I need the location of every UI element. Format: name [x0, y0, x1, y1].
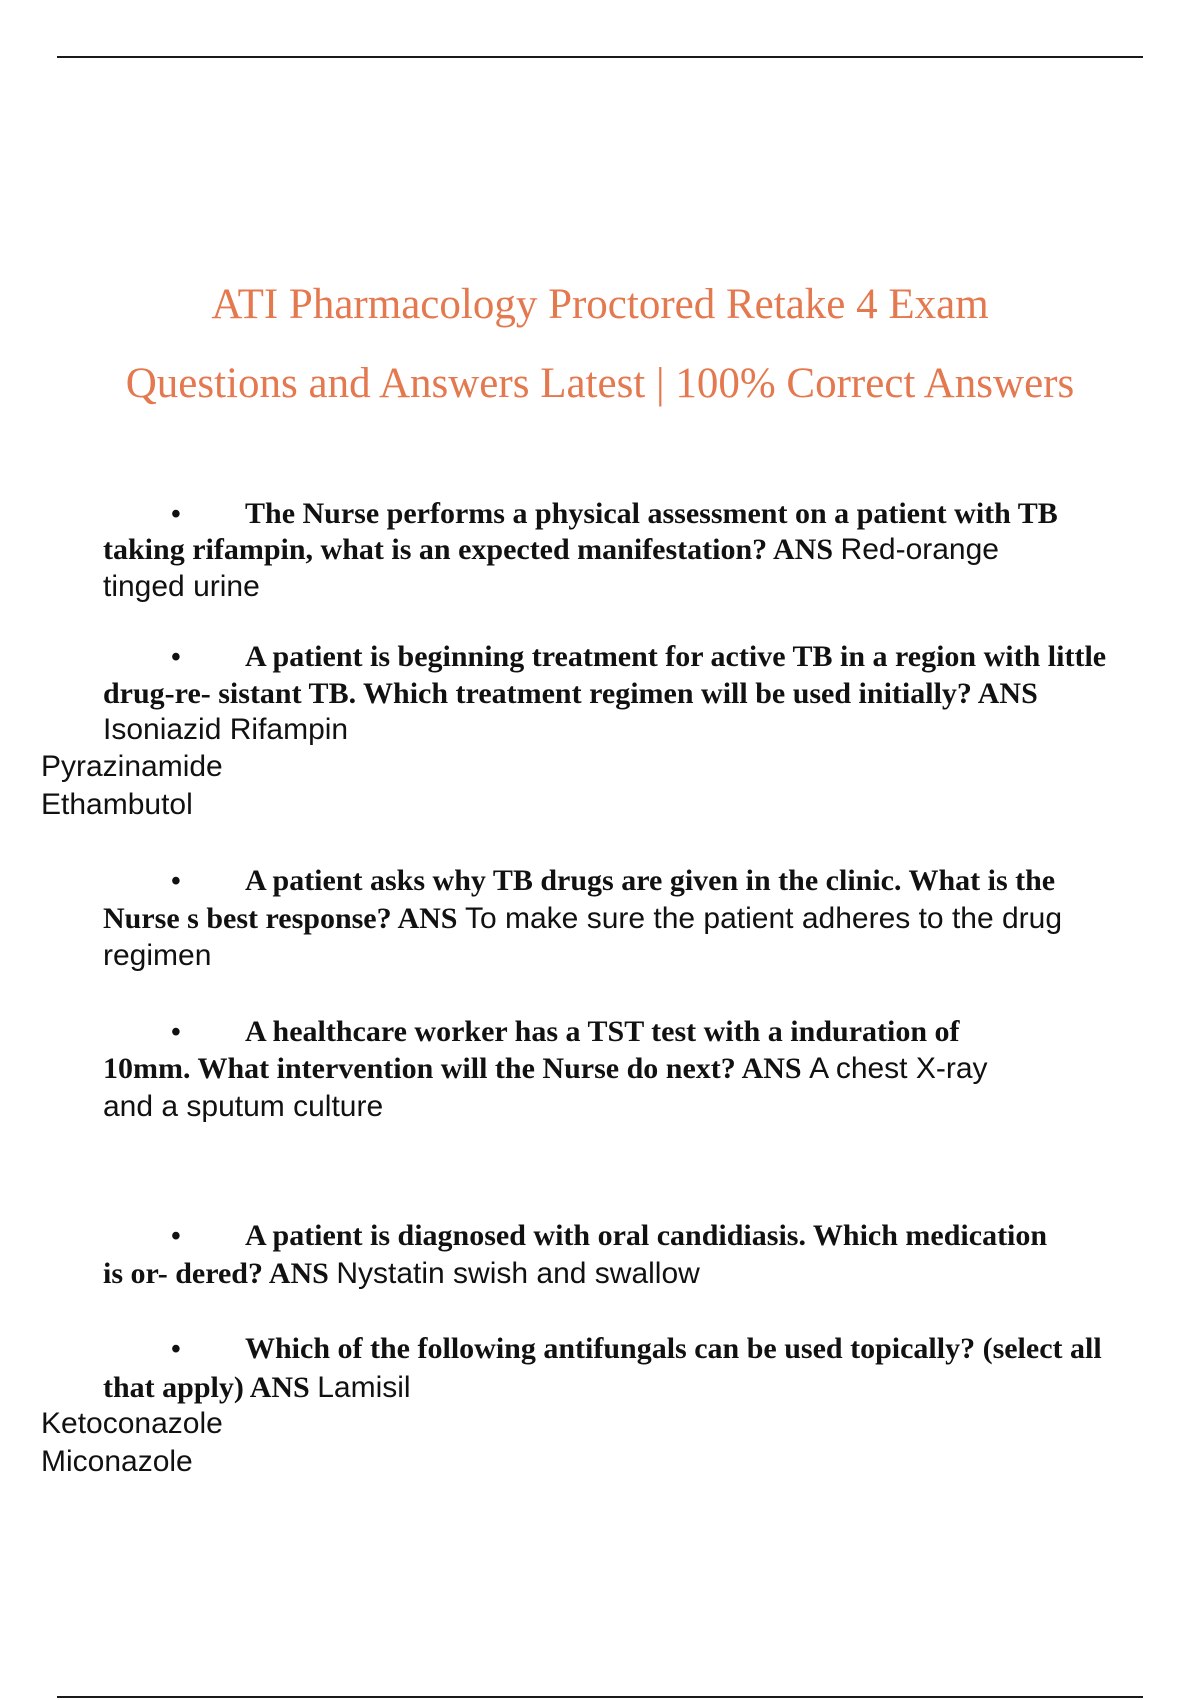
answer-text: Miconazole [41, 1445, 193, 1478]
question-answer-line [103, 1054, 988, 1084]
answer-text: A chest X-ray [809, 1052, 988, 1085]
answer-text: Lamisil [317, 1371, 411, 1404]
question-line: A patient is beginning treatment for active TB in a region with little [245, 640, 1107, 673]
answer-text: Nystatin swish and swallow [336, 1257, 700, 1290]
bullet-icon: • [171, 1334, 181, 1365]
question-line: Nurse s best response? ANS [103, 902, 458, 935]
bullet-icon: • [171, 499, 181, 530]
question-line: drug-re- sistant TB. Which treatment regimen will be used initially? ANS [103, 677, 1038, 710]
bottom-rule [57, 1696, 1143, 1698]
question-line: Which of the following antifungals can be used topically? (select all [245, 1332, 1102, 1365]
question-answer-line [103, 904, 1062, 934]
answer-text: Ethambutol [41, 788, 193, 821]
answer-text: Isoniazid Rifampin [103, 713, 349, 746]
bullet-icon: • [171, 1221, 181, 1252]
question-line: that apply) ANS [103, 1371, 310, 1404]
question-line: A patient asks why TB drugs are given in the clinic. What is the [245, 864, 1056, 897]
bullet-icon: • [171, 866, 181, 897]
page-title-line-2: Questions and Answers Latest | 100% Correct Answers [125, 360, 1075, 407]
answer-text: tinged urine [103, 570, 260, 603]
answer-text: Red-orange [840, 533, 999, 566]
question-line: 10mm. What intervention will the Nurse do next? ANS [103, 1052, 802, 1085]
bullet-icon: • [171, 642, 181, 673]
bullet-icon: • [171, 1017, 181, 1048]
question-line: The Nurse performs a physical assessment on a patient with TB [245, 497, 1058, 530]
question-answer-line [103, 1259, 700, 1289]
answer-text: Pyrazinamide [41, 750, 223, 783]
question-line: taking rifampin, what is an expected manifestation? ANS [103, 533, 834, 566]
question-answer-line [103, 535, 999, 565]
top-rule [57, 56, 1143, 58]
question-line: A healthcare worker has a TST test with a induration of [245, 1015, 960, 1048]
answer-text: regimen [103, 939, 212, 972]
page-title-line-1: ATI Pharmacology Proctored Retake 4 Exam [211, 281, 989, 328]
answer-text: To make sure the patient adheres to the drug [464, 902, 1063, 935]
question-answer-line [103, 1373, 411, 1403]
question-line: A patient is diagnosed with oral candidiasis. Which medication [245, 1219, 1048, 1252]
answer-text: Ketoconazole [41, 1407, 223, 1440]
question-line: is or- dered? ANS [103, 1257, 329, 1290]
answer-text: and a sputum culture [103, 1090, 384, 1123]
